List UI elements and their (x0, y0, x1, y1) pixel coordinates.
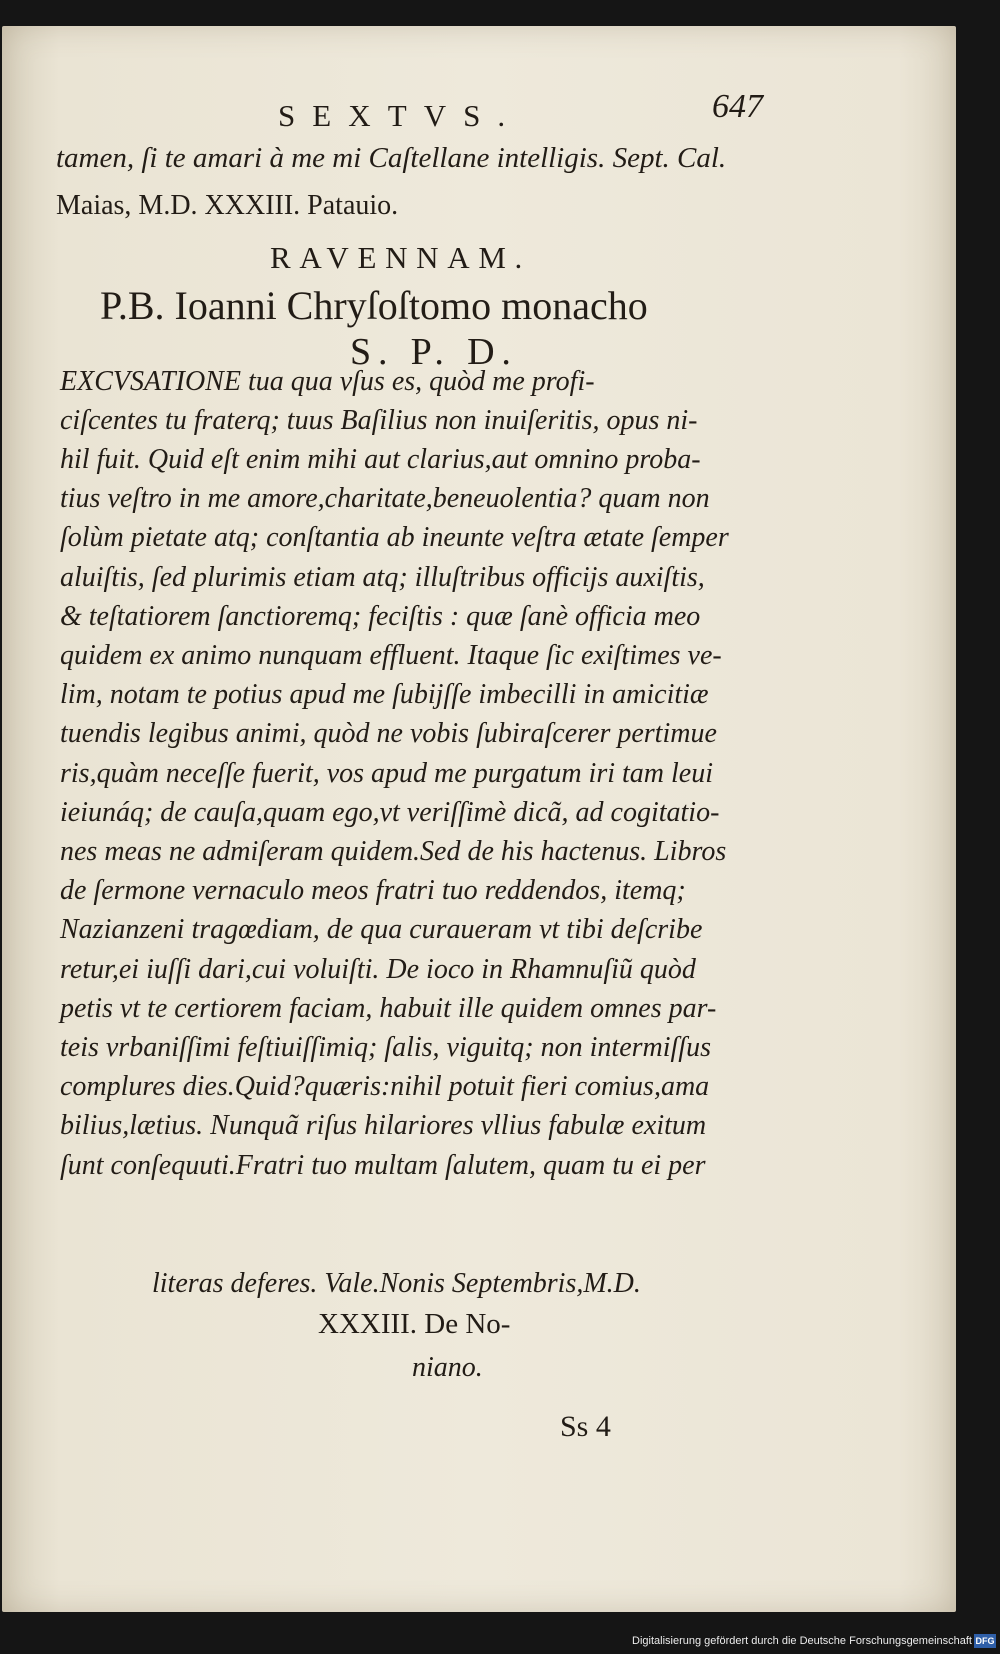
text-line: teis vrbaniſſimi feſtiuiſſimiq; ſalis, viguitq; non intermiſſus (60, 1032, 711, 1063)
text-line: hil fuit. Quid eſt enim mihi aut clarius,aut omnino proba- (60, 444, 701, 475)
running-head: SEXTVS. (278, 98, 523, 133)
page-number: 647 (712, 88, 763, 125)
letter-closing: XXXIII. De No- (318, 1308, 511, 1340)
text-line: tuendis legibus animi, quòd ne vobis ſubiraſcerer pertimue (60, 718, 717, 749)
text-line: retur,ei iuſſi dari,cui voluiſti. De ioco in Rhamnuſiũ quòd (60, 954, 696, 985)
text-line: ieiunáq; de cauſa,quam ego,vt veriſſimè dicã, ad cogitatio- (60, 797, 720, 828)
text-line: Maias, M.D. XXXIII. Patauio. (56, 190, 399, 221)
text-line: lim, notam te potius apud me ſubijſſe imbecilli in amicitiæ (60, 679, 709, 710)
text-line: ſolùm pietate atq; conſtantia ab ineunte veſtra ætate ſemper (60, 522, 729, 553)
text-line: complures dies.Quid?quæris:nihil potuit fieri comius,ama (60, 1071, 710, 1102)
text-line: quidem ex animo nunquam effluent. Itaque ſic exiſtimes ve- (60, 640, 722, 671)
text-line: de ſermone vernaculo meos fratri tuo reddendos, itemq; (60, 875, 686, 906)
letter-closing: literas deferes. Vale.Nonis Septembris,M.D. (152, 1268, 641, 1299)
text-line: tamen, ſi te amari à me mi Caſtellane intelligis. Sept. Cal. (56, 142, 727, 174)
text-line: nes meas ne admiſeram quidem.Sed de his hactenus. Libros (60, 836, 727, 867)
letter-addressee: P.B. Ioanni Chryſoſtomo monacho (100, 283, 648, 328)
letter-closing: niano. (412, 1352, 483, 1383)
letter-salutation: S. P. D. (350, 331, 518, 373)
text-line: & teſtatiorem ſanctioremq; feciſtis : quæ ſanè officia meo (60, 601, 701, 632)
text-line: aluiſtis, ſed plurimis etiam atq; illuſtribus officijs auxiſtis, (60, 562, 705, 593)
text-line: petis vt te certiorem faciam, habuit ille quidem omnes par- (60, 993, 717, 1024)
dfg-logo: DFG (975, 1636, 995, 1646)
text-line: ris,quàm neceſſe fuerit, vos apud me purgatum iri tam leui (60, 758, 713, 789)
text-line: ciſcentes tu fraterq; tuus Baſilius non inuiſeritis, opus ni- (60, 405, 698, 436)
text-line: tius veſtro in me amore,charitate,beneuolentia? quam non (60, 483, 710, 514)
letter-heading: RAVENNAM. (270, 240, 531, 275)
text-line: bilius,lætius. Nunquã riſus hilariores vllius fabulæ exitum (60, 1110, 707, 1141)
text-line: ſunt conſequuti.Fratri tuo multam ſalutem, quam tu ei per (60, 1150, 706, 1181)
footer-credit: Digitalisierung gefördert durch die Deutsche Forschungsgemeinschaft (632, 1635, 972, 1647)
signature-mark: Ss 4 (560, 1410, 611, 1443)
text-line: Nazianzeni tragœdiam, de qua curaueram vt tibi deſcribe (60, 914, 703, 945)
text-line: EXCVSATIONE tua qua vſus es, quòd me profi- (60, 366, 595, 397)
